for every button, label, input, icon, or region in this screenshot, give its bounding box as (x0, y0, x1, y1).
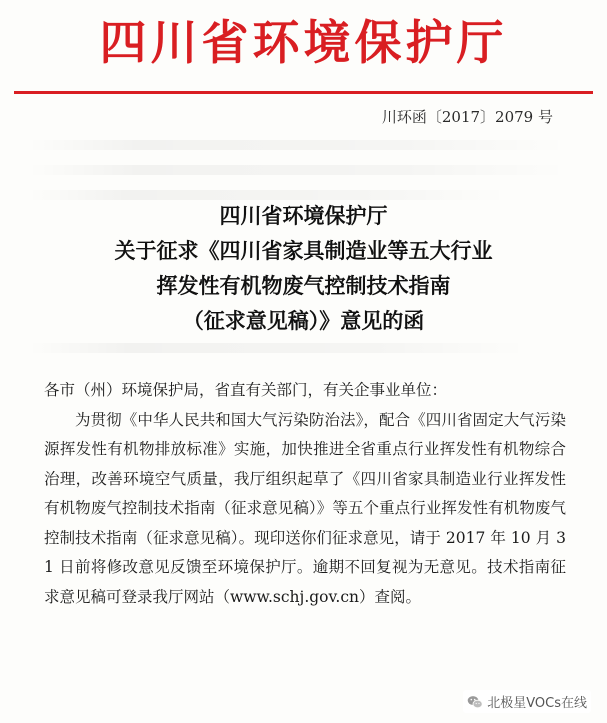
document-number: 川环函〔2017〕2079 号 (381, 108, 553, 126)
title-line-1: 四川省环境保护厅 (219, 203, 388, 228)
wechat-logo-icon (467, 694, 483, 710)
body-paragraph: 为贯彻《中华人民共和国大气污染防治法》，配合《四川省固定大气污染源挥发性有机物排放标准》实施，加快推进全省重点行业挥发性有机物综合治理，改善环境空气质量，我厅组织起草了《四川省家具制造业行业挥发性有机物废气控制技术指南（征求意见稿）》等五个重点行业挥发性有机物废气控制技术指南（征求意见稿）。现印送你们征求意见，请于 2017 年 10 月 31 日前将修改意见反馈至环境保护厅。逾期不回复视为无意见。技术指南征求意见稿可登录我厅网站（www.schj.gov.cn）查阅。 (44, 410, 566, 606)
document-title (0, 198, 607, 338)
document-body (44, 376, 566, 612)
title-line-3: 挥发性有机物废气控制技术指南 (156, 273, 451, 298)
bleed-through-line (28, 165, 568, 175)
bleed-through-line (28, 140, 568, 150)
watermark (463, 690, 591, 713)
title-line-4: （征求意见稿）》意见的函 (182, 308, 425, 333)
bleed-through-line (28, 343, 528, 353)
watermark-text: 北极星VOCs在线 (487, 696, 587, 711)
title-line-2: 关于征求《四川省家具制造业等五大行业 (114, 238, 493, 263)
letterhead-red-rule (14, 91, 593, 94)
letterhead-agency-title: 四川省环境保护厅 (99, 16, 508, 71)
salutation: 各市（州）环境保护局，省直有关部门，有关企事业单位： (44, 381, 448, 399)
